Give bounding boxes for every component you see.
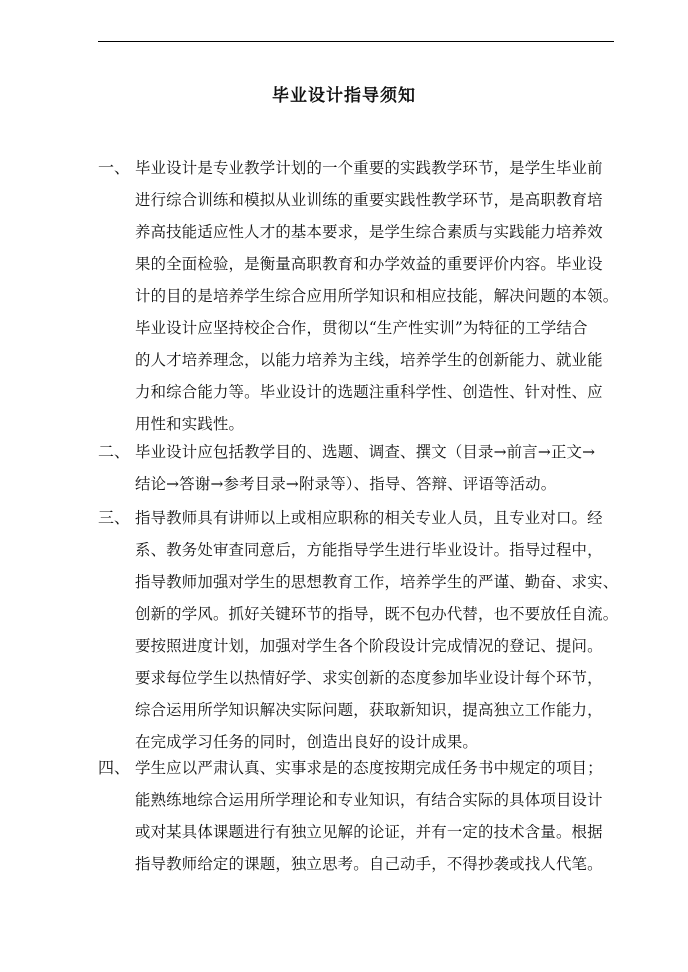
document-title: 毕业设计指导须知 (272, 86, 416, 106)
text-line: 毕业设计是专业教学计划的一个重要的实践教学环节，是学生毕业前 (135, 159, 603, 177)
text-line: 进行综合训练和模拟从业训练的重要实践性教学环节，是高职教育培 (135, 191, 603, 209)
text-line: 要按照进度计划，加强对学生各个阶段设计完成情况的登记、提问。 (135, 637, 603, 655)
text-line: 养高技能适应性人才的基本要求，是学生综合素质与实践能力培养效 (135, 223, 603, 241)
text-line: 指导教师加强对学生的思想教育工作，培养学生的严谨、勤奋、求实、 (135, 573, 619, 591)
text-line: 或对某具体课题进行有独立见解的论证，并有一定的技术含量。根据 (135, 823, 603, 841)
text-line: 力和综合能力等。毕业设计的选题注重科学性、创造性、针对性、应 (135, 383, 603, 401)
text-line: 要求每位学生以热情好学、求实创新的态度参加毕业设计每个环节， (135, 669, 603, 687)
header-rule (98, 41, 614, 42)
item-text (135, 502, 619, 758)
text-line: 指导教师给定的课题，独立思考。自己动手，不得抄袭或找人代笔。 (135, 855, 603, 873)
item-text (135, 752, 615, 880)
item-number: 二、 (98, 442, 131, 461)
text-line: 毕业设计应包括教学目的、选题、调查、撰文（目录→前言→正文→ (135, 443, 596, 461)
item-number: 一、 (98, 158, 131, 177)
item-text (135, 152, 619, 440)
item-text (135, 436, 615, 500)
item-number: 四、 (98, 758, 131, 777)
text-line: 指导教师具有讲师以上或相应职称的相关专业人员，且专业对口。经 (135, 509, 603, 527)
text-line: 创新的学风。抓好关键环节的指导，既不包办代替，也不要放任自流。 (135, 605, 619, 623)
item-number: 三、 (98, 508, 131, 527)
text-line: 果的全面检验，是衡量高职教育和办学效益的重要评价内容。毕业设 (135, 255, 603, 273)
text-line: 能熟练地综合运用所学理论和专业知识，有结合实际的具体项目设计 (135, 791, 603, 809)
text-line: 结论→答谢→参考目录→附录等）、指导、答辩、评语等活动。 (135, 475, 557, 493)
text-line: 在完成学习任务的同时，创造出良好的设计成果。 (135, 733, 478, 751)
text-line: 综合运用所学知识解决实际问题，获取新知识，提高独立工作能力， (135, 701, 603, 719)
text-line: 系、教务处审查同意后，方能指导学生进行毕业设计。指导过程中， (135, 541, 603, 559)
text-line: 学生应以严肃认真、实事求是的态度按期完成任务书中规定的项目； (135, 759, 603, 777)
text-line: 计的目的是培养学生综合应用所学知识和相应技能，解决问题的本领。 (135, 287, 619, 305)
text-line: 用性和实践性。 (135, 415, 245, 433)
text-line: 的人才培养理念，以能力培养为主线，培养学生的创新能力、就业能 (135, 351, 603, 369)
text-line: 毕业设计应坚持校企合作，贯彻以“生产性实训”为特征的工学结合 (135, 319, 588, 337)
